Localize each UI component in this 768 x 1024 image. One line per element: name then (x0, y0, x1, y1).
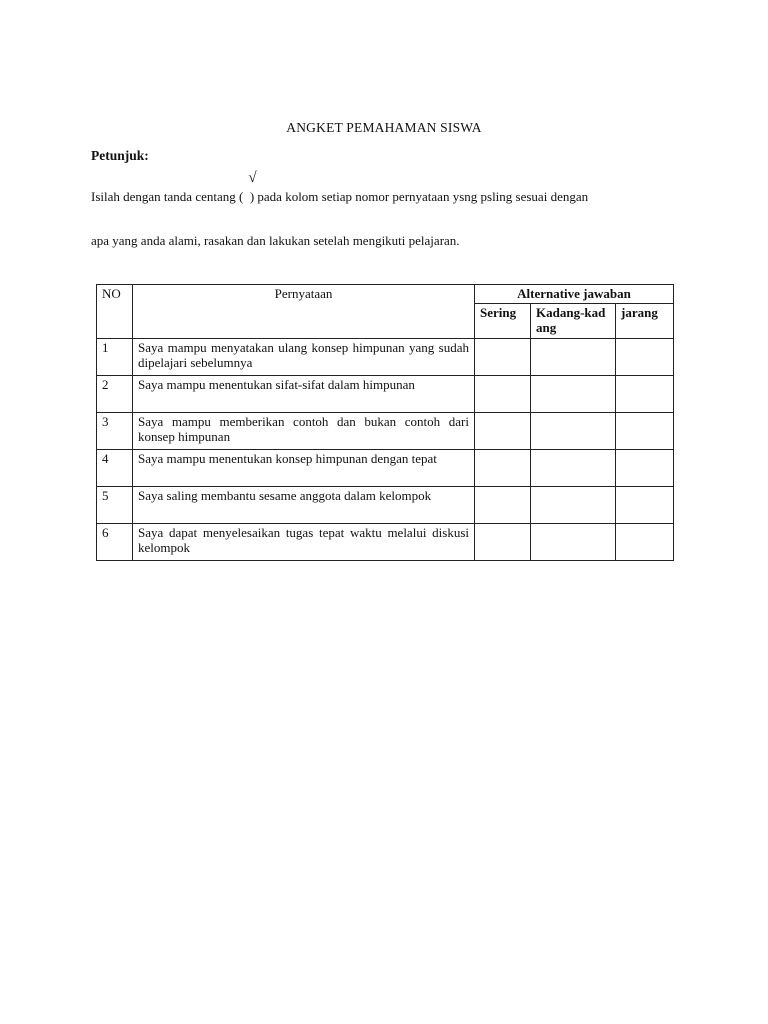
table-row (97, 450, 674, 487)
table-row (97, 487, 674, 524)
header-option-sering: Sering (475, 304, 531, 339)
answer-cell-kadang-kadang[interactable] (531, 450, 616, 487)
row-statement: Saya mampu memberikan contoh dan bukan contoh dari konsep himpunan (133, 413, 475, 450)
answer-cell-sering[interactable] (475, 450, 531, 487)
answer-cell-sering[interactable] (475, 487, 531, 524)
answer-cell-sering[interactable] (475, 413, 531, 450)
answer-cell-jarang[interactable] (616, 487, 674, 524)
questionnaire-table (96, 284, 674, 561)
instructions-label: Petunjuk: (91, 148, 149, 163)
answer-cell-sering[interactable] (475, 524, 531, 561)
instruction-line-2: apa yang anda alami, rasakan dan lakukan setelah mengikuti pelajaran. (91, 233, 460, 248)
table-row (97, 339, 674, 376)
answer-cell-jarang[interactable] (616, 413, 674, 450)
check-mark-slot (243, 170, 257, 205)
row-statement: Saya mampu menyatakan ulang konsep himpunan yang sudah dipelajari sebelumnya (133, 339, 475, 376)
row-number: 4 (97, 450, 133, 487)
instruction-text-after: ) pada kolom setiap nomor pernyataan ysng psling sesuai dengan (249, 189, 589, 204)
header-alternatives: Alternative jawaban (475, 285, 674, 304)
row-number: 1 (97, 339, 133, 376)
table-row (97, 524, 674, 561)
instruction-text-before: Isilah dengan tanda centang ( (91, 189, 244, 204)
row-statement: Saya mampu menentukan sifat-sifat dalam himpunan (133, 376, 475, 413)
answer-cell-sering[interactable] (475, 339, 531, 376)
instruction-line-1 (91, 170, 589, 205)
answer-cell-jarang[interactable] (616, 524, 674, 561)
header-no: NO (97, 285, 133, 339)
answer-cell-kadang-kadang[interactable] (531, 487, 616, 524)
header-option-jarang: jarang (616, 304, 674, 339)
row-number: 5 (97, 487, 133, 524)
answer-cell-jarang[interactable] (616, 376, 674, 413)
row-number: 6 (97, 524, 133, 561)
answer-cell-jarang[interactable] (616, 339, 674, 376)
row-statement: Saya saling membantu sesame anggota dalam kelompok (133, 487, 475, 524)
row-statement: Saya mampu menentukan konsep himpunan dengan tepat (133, 450, 475, 487)
answer-cell-jarang[interactable] (616, 450, 674, 487)
answer-cell-sering[interactable] (475, 376, 531, 413)
answer-cell-kadang-kadang[interactable] (531, 524, 616, 561)
row-number: 3 (97, 413, 133, 450)
header-option-kadang-kadang: Kadang-kadang (531, 304, 616, 339)
check-mark-icon: √ (248, 170, 257, 186)
answer-cell-kadang-kadang[interactable] (531, 339, 616, 376)
table-row (97, 413, 674, 450)
row-number: 2 (97, 376, 133, 413)
answer-cell-kadang-kadang[interactable] (531, 413, 616, 450)
row-statement: Saya dapat menyelesaikan tugas tepat waktu melalui diskusi kelompok (133, 524, 475, 561)
table-row (97, 376, 674, 413)
answer-cell-kadang-kadang[interactable] (531, 376, 616, 413)
header-statement: Pernyataan (133, 285, 475, 339)
page-title: ANGKET PEMAHAMAN SISWA (286, 120, 482, 135)
